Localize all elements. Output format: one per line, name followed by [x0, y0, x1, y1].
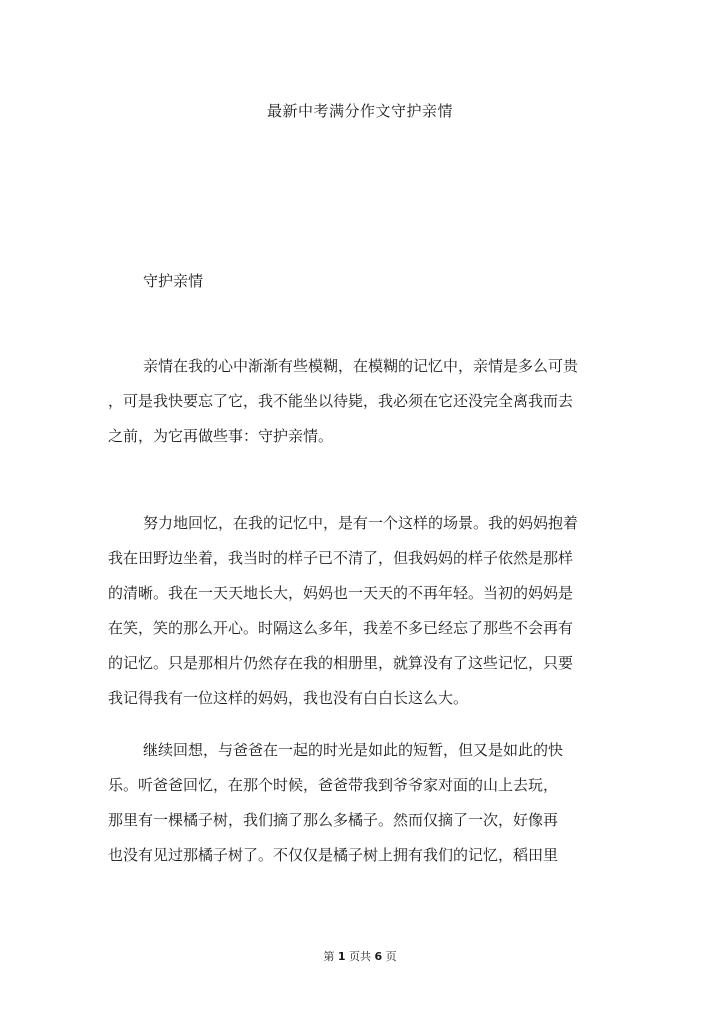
footer-total-pages: 6	[374, 950, 383, 963]
footer-prefix: 第	[323, 950, 335, 963]
paragraph-line: 亲情在我的心中渐渐有些模糊，在模糊的记忆中，亲情是多么可贵	[143, 357, 579, 375]
paragraph-2	[108, 506, 623, 716]
paragraph-line: 我在田野边坐着，我当时的样子已不清了，但我妈妈的样子依然是那样	[108, 549, 574, 567]
footer-middle: 页共	[349, 950, 371, 963]
paragraph-line: ，可是我快要忘了它，我不能坐以待毙，我必须在它还没完全离我而去	[108, 392, 574, 410]
footer-suffix: 页	[385, 950, 397, 963]
footer-page-number: 1	[337, 950, 346, 963]
paragraph-line: 我记得我有一位这样的妈妈，我也没有白白长这么大。	[108, 689, 469, 707]
paragraph-line: 继续回想，与爸爸在一起的时光是如此的短暂，但又是如此的快	[143, 741, 564, 759]
essay-heading: 守护亲情	[143, 272, 204, 290]
paragraph-1	[108, 349, 623, 454]
paragraph-3	[108, 733, 623, 873]
paragraph-line: 乐。听爸爸回忆，在那个时候，爸爸带我到爷爷家对面的山上去玩，	[108, 776, 559, 794]
paragraph-line: 之前，为它再做些事：守护亲情。	[108, 427, 334, 445]
paragraph-line: 的清晰。我在一天天地长大，妈妈也一天天的不再年轻。当初的妈妈是	[108, 584, 574, 602]
paragraph-line: 那里有一棵橘子树，我们摘了那么多橘子。然而仅摘了一次，好像再	[108, 811, 559, 829]
paragraph-line: 努力地回忆，在我的记忆中，是有一个这样的场景。我的妈妈抱着	[143, 514, 579, 532]
paragraph-line: 也没有见过那橘子树了。不仅仅是橘子树上拥有我们的记忆，稻田里	[108, 846, 559, 864]
paragraph-line: 的记忆。只是那相片仍然存在我的相册里，就算没有了这些记忆，只要	[108, 654, 574, 672]
document-title: 最新中考满分作文守护亲情	[266, 102, 453, 120]
paragraph-line: 在笑，笑的那么开心。时隔这么多年，我差不多已经忘了那些不会再有	[108, 619, 574, 637]
page-footer	[0, 948, 720, 964]
